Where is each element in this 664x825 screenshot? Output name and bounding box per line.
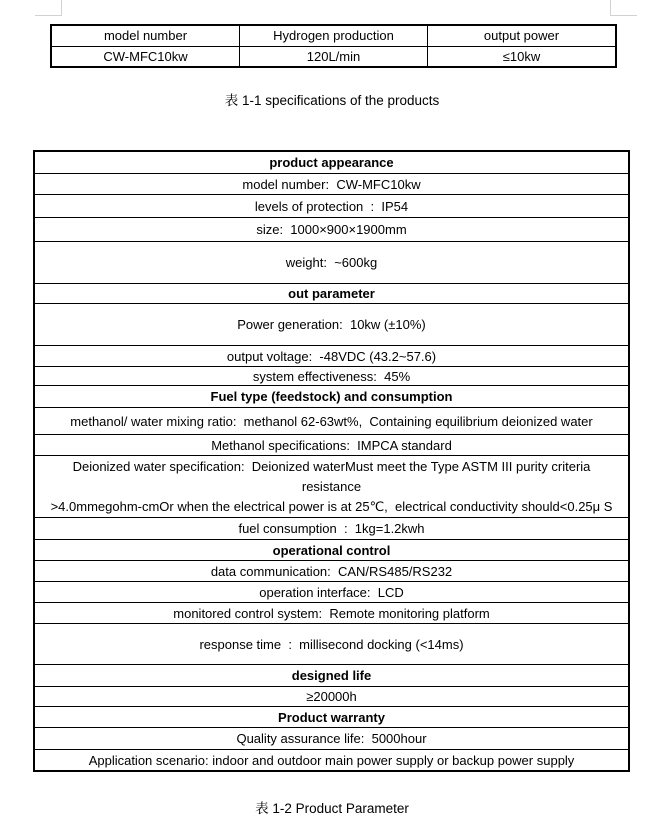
spec-value-cell: 120L/min [239,47,427,67]
section-header-row: product appearance [269,155,394,170]
table-row-line: >4.0mmegohm-cmOr when the electrical power is at 25℃, electrical conductivity should<0.25μ S [50,498,613,514]
table-row: monitored control system: Remote monitoring platform [35,602,628,623]
specifications-table [50,24,617,68]
table-row: output voltage: -48VDC (43.2~57.6) [35,345,628,366]
table-row-line: resistance [301,478,362,494]
table-row: ≥20000h [35,686,628,706]
spec-header-cell: output power [427,26,615,46]
section-header-row: operational control [35,539,628,560]
table-row: Methanol specifications: IMPCA standard [35,434,628,455]
table-row: Application scenario: indoor and outdoor main power supply or backup power supply [35,749,628,770]
section-header-row: Fuel type (feedstock) and consumption [35,385,628,407]
table2-caption: 表 1-2 Product Parameter [255,801,409,816]
page-margin-mark-top-right [610,0,637,16]
table-row: Power generation: 10kw (±10%) [35,303,628,345]
spec-table-header-row [52,26,615,46]
product-parameter-table [33,150,630,772]
section-header-row: Product warranty [35,706,628,727]
table-row: model number: CW-MFC10kw [35,173,628,194]
table-row-line: Deionized water specification: Deionized waterMust meet the Type ASTM III purity criteria [72,458,591,474]
spec-value-cell: CW-MFC10kw [103,48,188,64]
section-header-row: designed life [35,664,628,686]
table-row: data communication: CAN/RS485/RS232 [35,560,628,581]
table-row: fuel consumption : 1kg=1.2kwh [35,517,628,539]
table-row: response time : millisecond docking (<14ms) [35,623,628,664]
page-margin-mark-top-left [35,0,62,16]
spec-value-cell: ≤10kw [427,47,615,67]
table-row: system effectiveness: 45% [35,366,628,385]
spec-header-cell: model number [103,28,188,44]
table-row: methanol/ water mixing ratio: methanol 62-63wt%, Containing equilibrium deionized water [35,407,628,434]
table-row: size: 1000×900×1900mm [35,217,628,241]
section-header-row: out parameter [35,283,628,303]
table-row: Quality assurance life: 5000hour [35,727,628,749]
table-row: weight: ~600kg [35,241,628,283]
spec-table-value-row [52,46,615,67]
table-row: levels of protection : IP54 [35,194,628,217]
table1-caption: 表 1-1 specifications of the products [224,93,440,108]
spec-header-cell: Hydrogen production [239,26,427,46]
table-row [35,455,628,517]
table-row: operation interface: LCD [35,581,628,602]
